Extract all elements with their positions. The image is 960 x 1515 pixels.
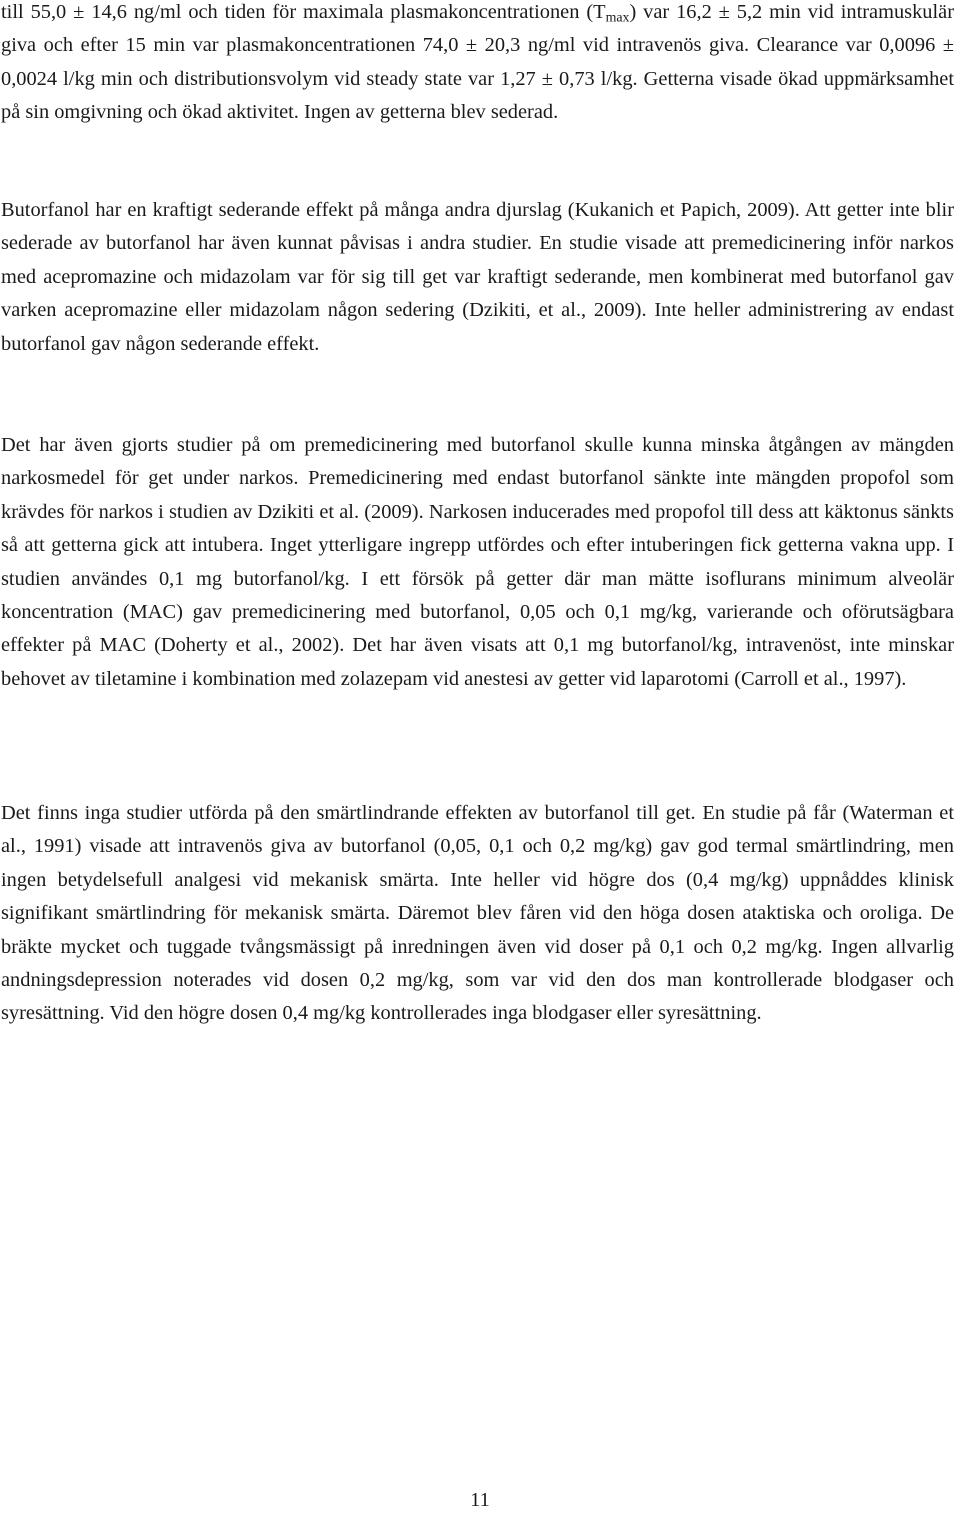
paragraph-text-end: ) var 16,2 ± 5,2 min vid intramuskulär giva och efter 15 min var plasmakoncentrationen 74,0 ± 20,3 ng/ml vid intravenös giva. Clearance var 0,0096 ± 0,0024 l/kg min och distributionsvolym vid steady state var 1,27 ± 0,73 l/kg. Getterna visade ökad uppmärksamhet på sin omgivning och ökad aktivitet. Ingen av getterna blev sederad. bbox=[1, 1, 954, 124]
paragraph-text-start: till 55,0 ± 14,6 ng/ml och tiden för maximala plasmakoncentrationen (T bbox=[1, 1, 606, 23]
subscript-max: max bbox=[605, 10, 630, 26]
paragraph-pharmacokinetics bbox=[1, 0, 954, 130]
paragraph-analgesia: Det finns inga studier utförda på den smärtlindrande effekten av butorfanol till get. En studie på får (Waterman et al., 1991) visade att intravenös giva av butorfanol (0,05, 0,1 och 0,2 mg/kg) gav god termal smärtlindring, men ingen betydelsefull analgesi vid mekanisk smärta. Inte heller vid högre dos (0,4 mg/kg) uppnåddes klinisk signifikant smärtlindring för mekanisk smärta. Däremot blev fåren vid den höga dosen ataktiska och oroliga. De bräkte mycket och tuggade tvångsmässigt på inredningen även vid doser på 0,1 och 0,2 mg/kg. Ingen allvarlig andningsdepression noterades vid dosen 0,2 mg/kg, som var vid den dos man kontrollerade blodgaser och syresättning. Vid den högre dosen 0,4 mg/kg kontrollerades inga blodgaser eller syresättning. bbox=[1, 802, 954, 1025]
paragraph-sedation: Butorfanol har en kraftigt sederande effekt på många andra djurslag (Kukanich et Papich, 2009). Att getter inte blir sederade av butorfanol har även kunnat påvisas i andra studier. En studie visade att premedicinering inför narkos med acepromazine och midazolam var för sig till get var kraftigt sederande, men kombinerat med butorfanol gav varken acepromazine eller midazolam någon sedering (Dzikiti, et al., 2009). Inte heller administrering av endast butorfanol gav någon sederande effekt. bbox=[1, 199, 954, 355]
paragraph-premedication: Det har även gjorts studier på om premedicinering med butorfanol skulle kunna minska åtgången av mängden narkosmedel för get under narkos. Premedicinering med endast butorfanol sänkte inte mängden propofol som krävdes för narkos i studien av Dzikiti et al. (2009). Narkosen inducerades med propofol till dess att käktonus sänkts så att getterna gick att intubera. Inget ytterligare ingrepp utfördes och efter intuberingen fick getterna vakna upp. I studien användes 0,1 mg butorfanol/kg. I ett försök på getter där man mätte isoflurans minimum alveolär koncentration (MAC) gav premedicinering med butorfanol, 0,05 och 0,1 mg/kg, varierande och oförutsägbara effekter på MAC (Doherty et al., 2002). Det har även visats att 0,1 mg butorfanol/kg, intravenöst, inte minskar behovet av tiletamine i kombination med zolazepam vid anestesi av getter vid laparotomi (Carroll et al., 1997). bbox=[1, 434, 954, 690]
page-number: 11 bbox=[470, 1489, 490, 1511]
